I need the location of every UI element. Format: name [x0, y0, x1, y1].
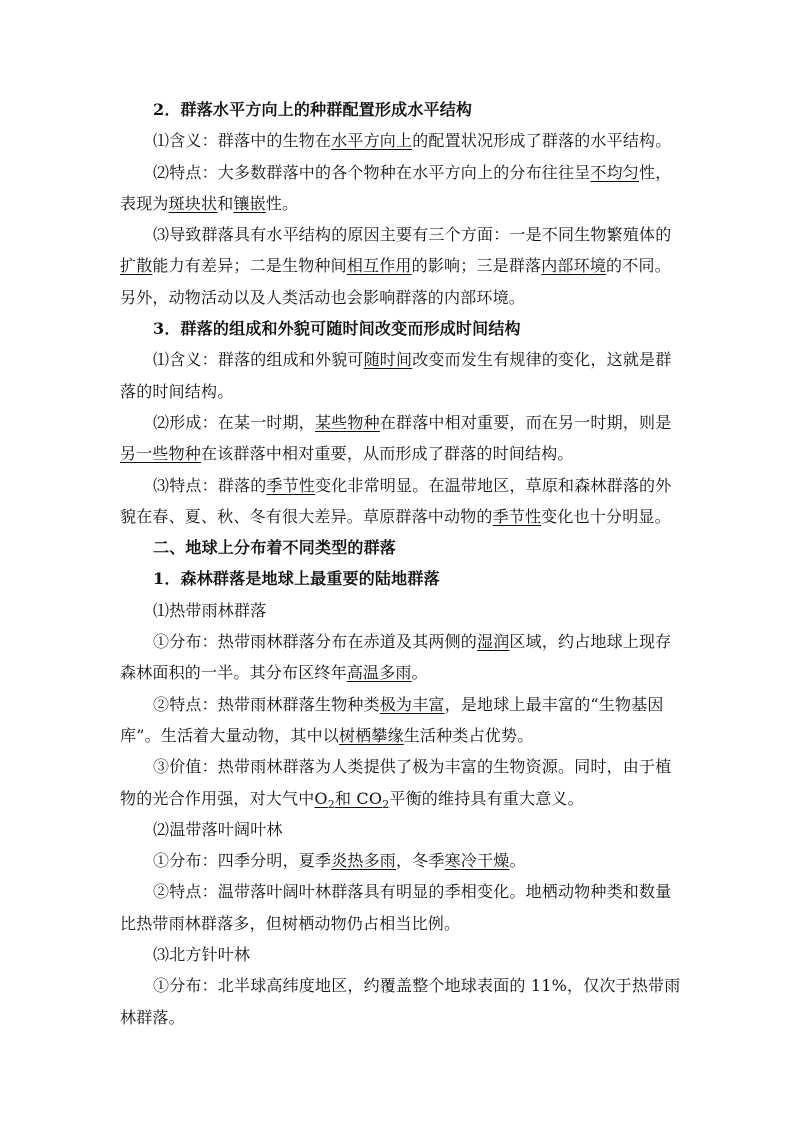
paragraph-horizontal-features-cont: 表现为斑块状和镶嵌性。 [120, 193, 299, 213]
paragraph-rainforest-value-cont: 物的光合作用强，对大气中$O_2$和 $CO_2$平衡的维持具有重大意义。 [120, 788, 584, 811]
paragraph-temporal-definition: ⑴含义：群落的组成和外貌可随时间改变而发生有规律的变化，这就是群 [153, 350, 672, 370]
paragraph-temperate-features: ②特点：温带落叶阔叶林群落具有明显的季相变化。地栖动物种类和数量 [153, 882, 672, 902]
paragraph-rainforest-distribution: ①分布：热带雨林群落分布在赤道及其两侧的湿润区域，约占地球上现存 [153, 632, 672, 652]
paragraph-temperate-distribution: ①分布：四季分明，夏季炎热多雨，冬季寒冷干燥。 [153, 851, 526, 871]
paragraph-boreal-distribution: ①分布：北半球高纬度地区，约覆盖整个地球表面的 11%，仅次于热带雨 [153, 976, 681, 996]
paragraph-rainforest-value: ③价值：热带雨林群落为人类提供了极为丰富的生物资源。同时，由于植 [153, 757, 672, 777]
item-title-rainforest: ⑴热带雨林群落 [153, 600, 267, 620]
paragraph-temporal-formation: ⑵形成：在某一时期，某些物种在群落中相对重要，而在另一时期，则是 [153, 412, 672, 432]
paragraph-rainforest-features-cont: 库”。生活着大量动物，其中以树栖攀缘生活种类占优势。 [120, 725, 534, 745]
item-title-temperate-forest: ⑵温带落叶阔叶林 [153, 819, 283, 839]
paragraph-temporal-definition-cont: 落的时间结构。 [120, 381, 234, 401]
paragraph-temperate-features-cont: 比热带雨林群落多，但树栖动物仍占相当比例。 [120, 913, 461, 933]
paragraph-horizontal-causes-cont: 扩散能力有差异；二是生物种间相互作用的影响；三是群落内部环境的不同。 [120, 256, 671, 276]
item-title-boreal-forest: ⑶北方针叶林 [153, 945, 251, 965]
paragraph-boreal-distribution-cont: 林群落。 [120, 1007, 185, 1027]
paragraph-rainforest-features: ②特点：热带雨林群落生物种类极为丰富，是地球上最丰富的“生物基因 [153, 694, 664, 714]
paragraph-horizontal-definition: ⑴含义：群落中的生物在水平方向上的配置状况形成了群落的水平结构。 [153, 131, 672, 151]
paragraph-horizontal-features: ⑵特点：大多数群落中的各个物种在水平方向上的分布往往呈不均匀性， [153, 162, 672, 182]
paragraph-horizontal-causes-end: 另外，动物活动以及人类活动也会影响群落的内部环境。 [120, 287, 526, 307]
paragraph-temporal-formation-cont: 另一些物种在该群落中相对重要，从而形成了群落的时间结构。 [120, 444, 574, 464]
paragraph-horizontal-causes: ⑶导致群落具有水平结构的原因主要有三个方面：一是不同生物繁殖体的 [153, 225, 672, 245]
paragraph-temporal-features: ⑶特点：群落的季节性变化非常明显。在温带地区，草原和森林群落的外 [153, 475, 672, 495]
section-heading-temporal: 3．群落的组成和外貌可随时间改变而形成时间结构 [153, 319, 521, 339]
paragraph-rainforest-distribution-cont: 森林面积的一半。其分布区终年高温多雨。 [120, 663, 428, 683]
subsection-heading-forest: 1．森林群落是地球上最重要的陆地群落 [153, 569, 440, 589]
section-heading-horizontal: 2．群落水平方向上的种群配置形成水平结构 [153, 100, 473, 119]
section-heading-community-types: 二、地球上分布着不同类型的群落 [153, 538, 397, 558]
paragraph-temporal-features-cont: 貌在春、夏、秋、冬有很大差异。草原群落中动物的季节性变化也十分明显。 [120, 506, 671, 526]
